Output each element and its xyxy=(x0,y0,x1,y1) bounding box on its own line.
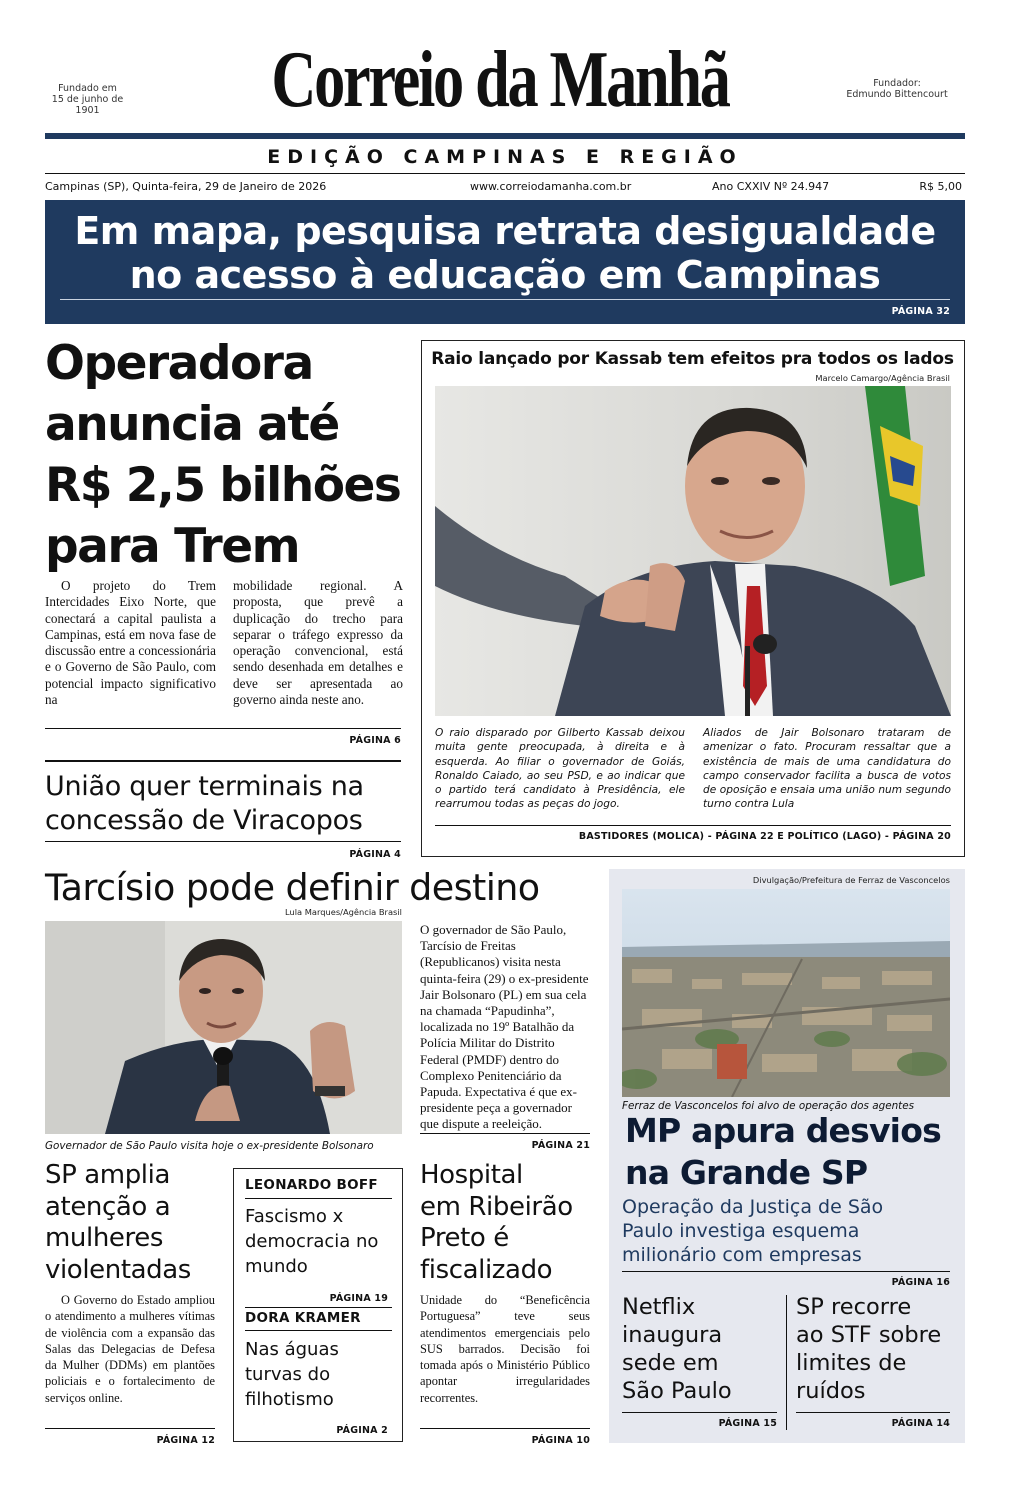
mulheres-page: PÁGINA 12 xyxy=(156,1435,215,1446)
newspaper-title[interactable]: Correio da Manhã xyxy=(271,36,729,124)
tarcisio-caption: Governador de São Paulo visita hoje o ex-presidente Bolsonaro xyxy=(45,1140,374,1152)
mp-column-divider xyxy=(786,1295,787,1430)
mp-photo-credit: Divulgação/Prefeitura de Ferraz de Vasconcelos xyxy=(752,875,950,885)
kramer-author-rule xyxy=(245,1330,392,1331)
tarcisio-photo xyxy=(45,921,402,1134)
kassab-headline: Raio lançado por Kassab tem efeitos pra todos os lados xyxy=(431,349,954,369)
boff-title[interactable]: Fascismo x democracia no mundo xyxy=(245,1206,379,1277)
banner-headline-line1: Em mapa, pesquisa retrata desigualdade xyxy=(74,209,936,253)
banner-rule xyxy=(60,299,950,300)
kassab-photo-credit: Marcelo Camargo/Agência Brasil xyxy=(815,373,950,383)
boff-author: LEONARDO BOFF xyxy=(245,1177,378,1193)
banner-page: PÁGINA 32 xyxy=(891,306,950,317)
netflix-headline[interactable]: Netflix inaugura sede em São Paulo xyxy=(622,1294,732,1404)
stf-rule xyxy=(796,1412,950,1413)
kassab-rule xyxy=(435,825,951,826)
website-link[interactable]: www.correiodamanha.com.br xyxy=(470,180,632,193)
viracopos-page: PÁGINA 4 xyxy=(349,849,401,860)
kassab-caption-col2: Aliados de Jair Bolsonaro trataram de amenizar o fato. Procuram ressaltar que a existência de mais de uma candidatura do campo conservador facilita a busca de votos de oposição e ensaia uma união num segundo turno contra Lula xyxy=(703,727,951,811)
kassab-page: BASTIDORES (MOLICA) - PÁGINA 22 E POLÍTICO (LAGO) - PÁGINA 20 xyxy=(578,831,951,842)
price: R$ 5,00 xyxy=(919,180,962,193)
dateline: Campinas (SP), Quinta-feira, 29 de Janeiro de 2026 xyxy=(45,180,327,193)
trem-body-col2: mobilidade regional. A proposta, que prevê a duplicação do trecho para separar o tráfego expresso da operação convencional, está sendo desenhada em detalhes e deve ser apresentada ao governo ainda neste ano. xyxy=(233,578,403,708)
stf-page: PÁGINA 14 xyxy=(891,1418,950,1429)
mulheres-headline[interactable]: SP amplia atenção a mulheres violentadas xyxy=(45,1160,191,1285)
kassab-box[interactable] xyxy=(421,340,965,857)
tarcisio-photo-credit: Lula Marques/Agência Brasil xyxy=(284,907,402,917)
kramer-title[interactable]: Nas águas turvas do filhotismo xyxy=(245,1339,339,1410)
mp-subhead: Operação da Justiça de São Paulo investiga esquema milionário com empresas xyxy=(622,1196,884,1266)
trem-page: PÁGINA 6 xyxy=(349,735,401,746)
tarcisio-rule xyxy=(420,1133,590,1134)
stf-headline[interactable]: SP recorre ao STF sobre limites de ruídos xyxy=(796,1294,942,1404)
kassab-caption-col1: O raio disparado por Gilberto Kassab deixou muita gente preocupada, à direita e à esquerda. Ao filiar o governador de Goiás, Ronaldo Caiado, ao seu PSD, e ao indicar que o partido terá candidato à Presidência, ele rearrumou todas as peças do jogo. xyxy=(435,727,685,811)
netflix-page: PÁGINA 15 xyxy=(718,1418,777,1429)
hospital-page: PÁGINA 10 xyxy=(531,1435,590,1446)
trem-body-col1: O projeto do Trem Intercidades Eixo Norte, que conectará a capital paulista a Campinas, está em nova fase de discussão entre a concessionária e o Governo de São Paulo, com potencial impacto significativo na xyxy=(45,578,216,708)
hospital-body: Unidade do “Beneficência Portuguesa” teve seus atendimentos emergenciais pelo SUS barrados. Decisão foi tomada após o Ministério Público apontar irregularidades recorrentes. xyxy=(420,1293,590,1405)
mp-caption: Ferraz de Vasconcelos foi alvo de operação dos agentes xyxy=(622,1100,915,1112)
tarcisio-headline[interactable]: Tarcísio pode definir destino xyxy=(45,866,540,909)
boff-author-rule xyxy=(245,1198,392,1199)
trem-rule xyxy=(45,728,401,729)
masthead-bar xyxy=(45,133,965,139)
hospital-rule xyxy=(420,1428,590,1429)
edition-rule xyxy=(45,173,965,174)
issue-number: Ano CXXIV Nº 24.947 xyxy=(712,180,830,193)
mulheres-body: O Governo do Estado ampliou o atendimento a mulheres vítimas de violência com a expansão das Salas das Delegacias de Defesa da Mulher (DDMs) em plantões policiais e o fortalecimento de serviços online. xyxy=(45,1293,215,1405)
mp-page: PÁGINA 16 xyxy=(891,1277,950,1288)
trem-headline[interactable]: Operadora anuncia até R$ 2,5 bilhões para Trem xyxy=(45,336,401,574)
mulheres-rule xyxy=(45,1428,215,1429)
viracopos-rule xyxy=(45,841,401,842)
viracopos-top-rule xyxy=(45,760,401,762)
kramer-page: PÁGINA 2 xyxy=(336,1425,388,1436)
founded-note: Fundado em 15 de junho de 1901 xyxy=(51,83,124,116)
edition-label: EDIÇÃO CAMPINAS E REGIÃO xyxy=(267,146,743,168)
founder-note: Fundador: Edmundo Bittencourt xyxy=(846,78,948,100)
mp-photo xyxy=(622,889,950,1097)
tarcisio-page: PÁGINA 21 xyxy=(531,1140,590,1151)
hospital-headline[interactable]: Hospital em Ribeirão Preto é fiscalizado xyxy=(420,1160,573,1285)
top-banner[interactable] xyxy=(45,200,965,324)
mp-rule xyxy=(622,1271,950,1272)
tarcisio-body: O governador de São Paulo, Tarcísio de Freitas (Republicanos) visita nesta quinta-feira (29) o ex-presidente Jair Bolsonaro (PL) em sua cela na chamada “Papudinha”, localizada no 19º Batalhão da Polícia Militar do Distrito Federal (PMDF) dentro do Complexo Penitenciário da Papuda. Expectativa é que ex-presidente peça a governador que dispute a reeleição. xyxy=(420,922,589,1132)
banner-headline-line2: no acesso à educação em Campinas xyxy=(129,253,881,297)
kassab-photo xyxy=(435,386,951,716)
viracopos-headline[interactable]: União quer terminais na concessão de Viracopos xyxy=(45,771,364,836)
netflix-rule xyxy=(622,1412,777,1413)
mp-headline[interactable]: MP apura desvios na Grande SP xyxy=(625,1111,941,1192)
kramer-author: DORA KRAMER xyxy=(245,1310,361,1326)
boff-page: PÁGINA 19 xyxy=(329,1293,388,1304)
boff-rule xyxy=(245,1307,392,1308)
